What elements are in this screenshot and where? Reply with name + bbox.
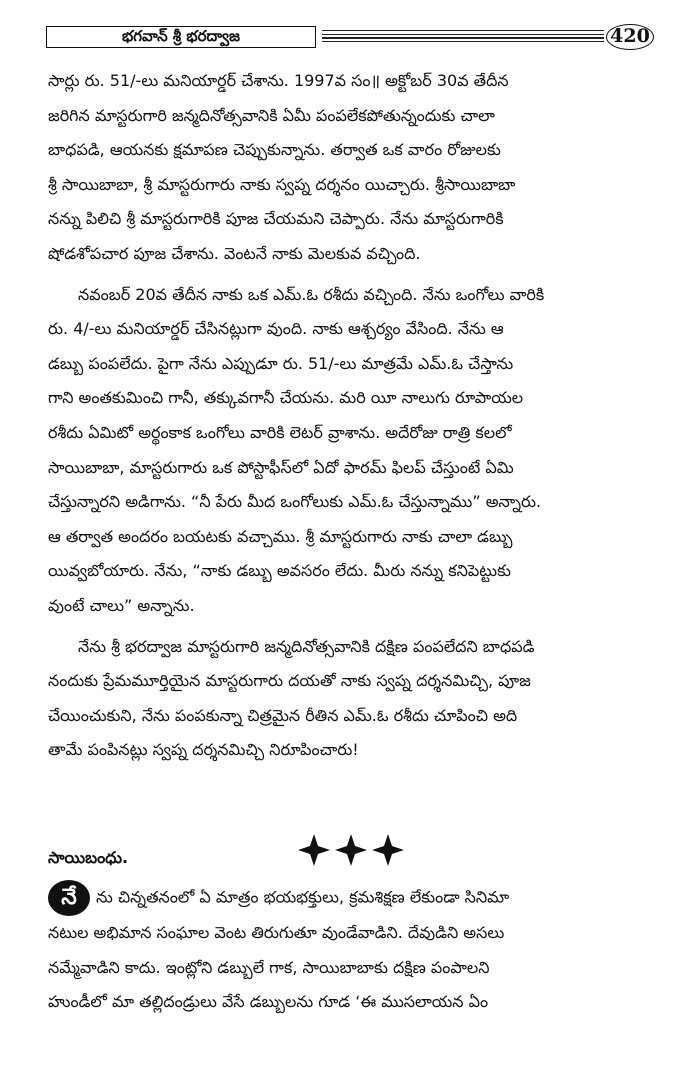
paragraph-3: [48, 630, 656, 768]
paragraph-4: [48, 880, 656, 1020]
text-line: యివ్వబోయారు. నేను, “నాకు డబ్బు అవసరం లేదు. మీరు నన్ను కనిపెట్టుకు: [48, 561, 511, 581]
text-line: హుండీలో మా తల్లిదండ్రులు వేసే డబ్బులను గూడ ‘ఈ ముసలాయన ఏం: [48, 992, 489, 1012]
text-line: తామే పంపినట్లు స్వప్న దర్శనమిచ్చి నిరూపించారు!: [48, 740, 359, 760]
text-line: సాయిబాబా, మాస్టరుగారు ఒక పోస్టాఫీస్‌లో ఏదో ఫారమ్ ఫిలప్ చేస్తుంటే ఏమి: [48, 457, 514, 477]
body-text: [48, 64, 656, 774]
text-line: శ్రీ సాయిబాబా, శ్రీ మాస్టరుగారు నాకు స్వప్న దర్శనం యిచ్చారు. శ్రీసాయిబాబా: [48, 174, 516, 194]
text-line: గాని అంతకుమించి గానీ, తక్కువగానీ చేయను. మరి యీ నాలుగు రూపాయల: [48, 388, 524, 408]
book-title: భగవాన్ శ్రీ భరద్వాజ: [122, 27, 240, 45]
text-line: చేయించుకుని, నేను పంపకున్నా చిత్రమైన రీతిన ఎమ్.ఓ రశీదు చూపించి అది: [48, 705, 518, 725]
text-line: డబ్బు పంపలేదు. పైగా నేను ఎప్పుడూ రు. 51/-లు మాత్రమే ఎమ్.ఓ చేస్తాను: [48, 353, 514, 373]
text-line: సార్లు రు. 51/-లు మనియార్డర్ చేశాను. 1997వ సం॥ అక్టోబర్ 30వ తేదీన: [48, 71, 509, 90]
drop-cap: నే: [48, 880, 90, 916]
page-header: [46, 26, 656, 56]
text-line: నవంబర్ 20వ తేదీన నాకు ఒక ఎమ్.ఓ రశీదు వచ్చింది. నేను ఒంగోలు వారికి: [78, 284, 545, 304]
text-line: షోడశోపచార పూజ చేశాను. వెంటనే నాకు మెలకువ వచ్చింది.: [48, 243, 421, 263]
text-line: రశీదు ఏమిటో అర్థంకాక ఒంగోలు వారికి లెటర్ వ్రాశాను. అదేరోజు రాత్రి కలలో: [48, 422, 512, 442]
text-line: నమ్మేవాడిని కాదు. ఇంట్లోని డబ్బులే గాక, సాయిబాబాకు దక్షిణ పంపాలని: [48, 957, 490, 977]
section-title: సాయిబంధు.: [48, 848, 129, 867]
text-line: ఆ తర్వాత అందరం బయటకు వచ్చాము. శ్రీ మాస్టరుగారు నాకు చాలా డబ్బు: [48, 526, 513, 546]
text-line-rest: ను చిన్నతనంలో ఏ మాత్రం భయభక్తులు, క్రమశిక్షణ లేకుండా సినిమా: [96, 887, 510, 907]
paragraph-1: [48, 64, 656, 272]
text-line: బాధపడి, ఆయనకు క్షమాపణ చెప్పుకున్నాను. తర్వాత ఒక వారం రోజులకు: [48, 140, 501, 160]
text-line: చేస్తున్నారని అడిగాను. “నీ పేరు మీద ఒంగోలుకు ఎమ్.ఓ చేస్తున్నాము” అన్నారు.: [48, 492, 542, 512]
text-line: రు. 4/-లు మనియార్డర్ చేసినట్లుగా వుంది. నాకు ఆశ్చర్యం వేసింది. నేను ఆ: [48, 319, 504, 339]
page-number: 420: [606, 24, 654, 50]
text-line: నటుల అభిమాన సంఘాల వెంట తిరుగుతూ వుండేవాడిని. దేవుడిని అసలు: [48, 923, 505, 942]
ornament-divider-icon: [296, 832, 406, 868]
text-line: నేను శ్రీ భరద్వాజ మాస్టరుగారి జన్మదినోత్సవానికి దక్షిణ పంపలేదని బాధపడి: [78, 636, 535, 656]
text-line: [48, 880, 656, 916]
text-line: నన్ను పిలిచి శ్రీ మాస్టరుగారికి పూజ చేయమని చెప్పారు. నేను మాస్టరుగారికి: [48, 209, 504, 229]
text-line: వుంటే చాలు” అన్నాను.: [48, 595, 195, 615]
header-rule-lines: [322, 30, 604, 48]
text-line: జరిగిన మాస్టరుగారి జన్మదినోత్సవానికి ఏమీ పంపలేకపోతున్నందుకు చాలా: [48, 105, 495, 125]
paragraph-2: [48, 278, 656, 624]
text-line: నందుకు ప్రేమమూర్తియైన మాస్టరుగారు దయతో నాకు స్వప్న దర్శనమిచ్చి, పూజ: [48, 671, 531, 691]
